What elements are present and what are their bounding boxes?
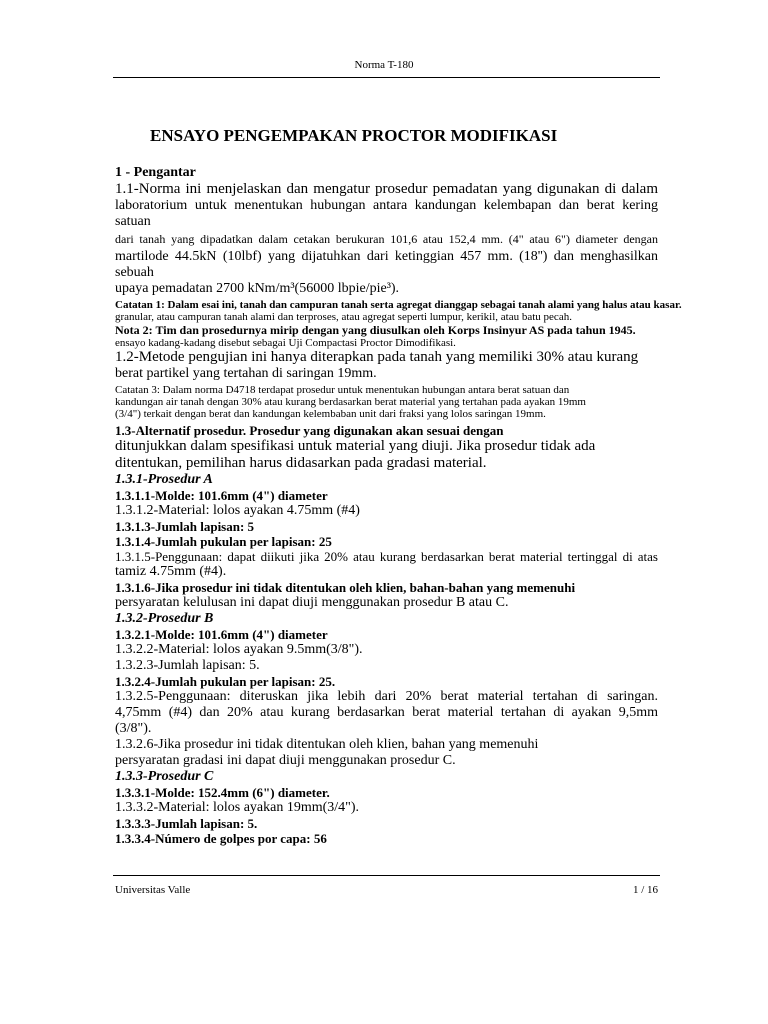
note-2-text: ensayo kadang-kadang disebut sebagai Uji Compactasi Proctor Dimodifikasi. <box>115 337 456 349</box>
document-title: ENSAYO PENGEMPAKAN PROCTOR MODIFIKASI <box>150 126 558 145</box>
procedure-a-item: 1.3.1.4-Jumlah pukulan per lapisan: 25 <box>115 534 332 549</box>
paragraph-line: 1.2-Metode pengujian ini hanya diterapkan pada tanah yang memiliki 30% atau kurang <box>115 349 639 365</box>
procedure-b-item: 1.3.2.6-Jika prosedur ini tidak ditentukan oleh klien, bahan yang memenuhi <box>115 737 539 752</box>
procedure-c-item: 1.3.3.3-Jumlah lapisan: 5. <box>115 816 258 831</box>
paragraph-line: dari tanah yang dipadatkan dalam cetakan berukuran 101,6 atau 152,4 mm. (4" atau 6") diameter dengan <box>115 232 658 246</box>
procedure-a-heading: 1.3.1-Prosedur A <box>115 472 213 487</box>
note-3-line: Catatan 3: Dalam norma D4718 terdapat prosedur untuk menentukan hubungan antara berat satuan dan <box>115 384 570 396</box>
paragraph-line: ditunjukkan dalam spesifikasi untuk material yang diuji. Jika prosedur tidak ada <box>115 438 596 454</box>
procedure-c-item: 1.3.3.4-Número de golpes por capa: 56 <box>115 831 327 846</box>
procedure-a-item: 1.3.1.2-Material: lolos ayakan 4.75mm (#4) <box>115 503 360 518</box>
procedure-c-heading: 1.3.3-Prosedur C <box>115 769 214 784</box>
procedure-a-item: 1.3.1.6-Jika prosedur ini tidak ditentukan oleh klien, bahan-bahan yang memenuhi <box>115 580 576 595</box>
note-3-line: (3/4") terkait dengan berat dan kandungan kelembaban unit dari fraksi yang lolos saringan 19mm. <box>115 408 546 420</box>
paragraph-line: martilode 44.5kN (10lbf) yang dijatuhkan dari ketinggian 457 mm. (18'') dan menghasilkan sebuah <box>115 249 658 280</box>
procedure-a-item: 1.3.1.5-Penggunaan: dapat diikuti jika 20% atau kurang berdasarkan berat material tertinggal di atas <box>115 549 658 564</box>
paragraph-line: ditentukan, pemilihan harus didasarkan pada gradasi material. <box>115 455 487 471</box>
paragraph-line: berat partikel yang tertahan di saringan 19mm. <box>115 366 377 381</box>
procedure-b-item: 1.3.2.5-Penggunaan: diteruskan jika lebih dari 20% berat material tertahan di saringan. <box>115 689 658 704</box>
paragraph-line: 1.1-Norma ini menjelaskan dan mengatur prosedur pemadatan yang digunakan di dalam <box>115 181 658 197</box>
section-heading-pengantar: 1 - Pengantar <box>115 165 196 180</box>
procedure-b-item-cont: (3/8"). <box>115 721 152 736</box>
procedure-b-item: 1.3.2.4-Jumlah pukulan per lapisan: 25. <box>115 674 336 689</box>
procedure-b-item-cont: persyaratan gradasi ini dapat diuji menggunakan prosedur C. <box>115 753 456 768</box>
page-header: Norma T-180 <box>354 59 414 71</box>
procedure-b-heading: 1.3.2-Prosedur B <box>115 611 214 626</box>
header-rule <box>113 77 660 78</box>
page-number: 1 / 16 <box>632 884 658 896</box>
alternatif-prosedur-heading: 1.3-Alternatif prosedur. Prosedur yang digunakan akan sesuai dengan <box>115 423 504 438</box>
document-body <box>115 165 682 846</box>
footer-institution: Universitas Valle <box>115 884 191 896</box>
procedure-a-item-cont: persyaratan kelulusan ini dapat diuji menggunakan prosedur B atau C. <box>115 595 509 610</box>
note-3-line: kandungan air tanah dengan 30% atau kurang berdasarkan berat material yang tertahan pada ayakan 19mm <box>115 396 586 408</box>
note-2-heading: Nota 2: Tim dan prosedurnya mirip dengan yang diusulkan oleh Korps Insinyur AS pada tahun 1945. <box>115 323 636 337</box>
paragraph-line: upaya pemadatan 2700 kNm/m³(56000 lbpie/pie³). <box>115 281 400 296</box>
note-1-text: granular, atau campuran tanah alami dan terproses, atau agregat seperti lumpur, kerikil, atau batu pecah. <box>115 311 572 323</box>
procedure-c-item: 1.3.3.1-Molde: 152.4mm (6") diameter. <box>115 785 330 800</box>
procedure-b-item: 1.3.2.1-Molde: 101.6mm (4") diameter <box>115 627 328 642</box>
procedure-a-item-cont: tamiz 4.75mm (#4). <box>115 564 227 579</box>
note-1-heading: Catatan 1: Dalam esai ini, tanah dan campuran tanah serta agregat dianggap sebagai tanah alami yang halus atau kasar. <box>115 299 682 311</box>
paragraph-line: laboratorium untuk menentukan hubungan antara kandungan kelembapan dan berat kering satuan <box>115 198 658 229</box>
footer-rule <box>113 875 660 876</box>
procedure-b-item-cont: 4,75mm (#4) dan 20% atau kurang berdasarkan berat material tertahan di ayakan 9,5mm <box>115 705 658 720</box>
procedure-b-item: 1.3.2.2-Material: lolos ayakan 9.5mm(3/8"). <box>115 642 363 657</box>
procedure-a-item: 1.3.1.1-Molde: 101.6mm (4") diameter <box>115 488 328 503</box>
procedure-b-item: 1.3.2.3-Jumlah lapisan: 5. <box>115 658 260 673</box>
procedure-c-item: 1.3.3.2-Material: lolos ayakan 19mm(3/4"). <box>115 800 360 815</box>
procedure-a-item: 1.3.1.3-Jumlah lapisan: 5 <box>115 519 255 534</box>
